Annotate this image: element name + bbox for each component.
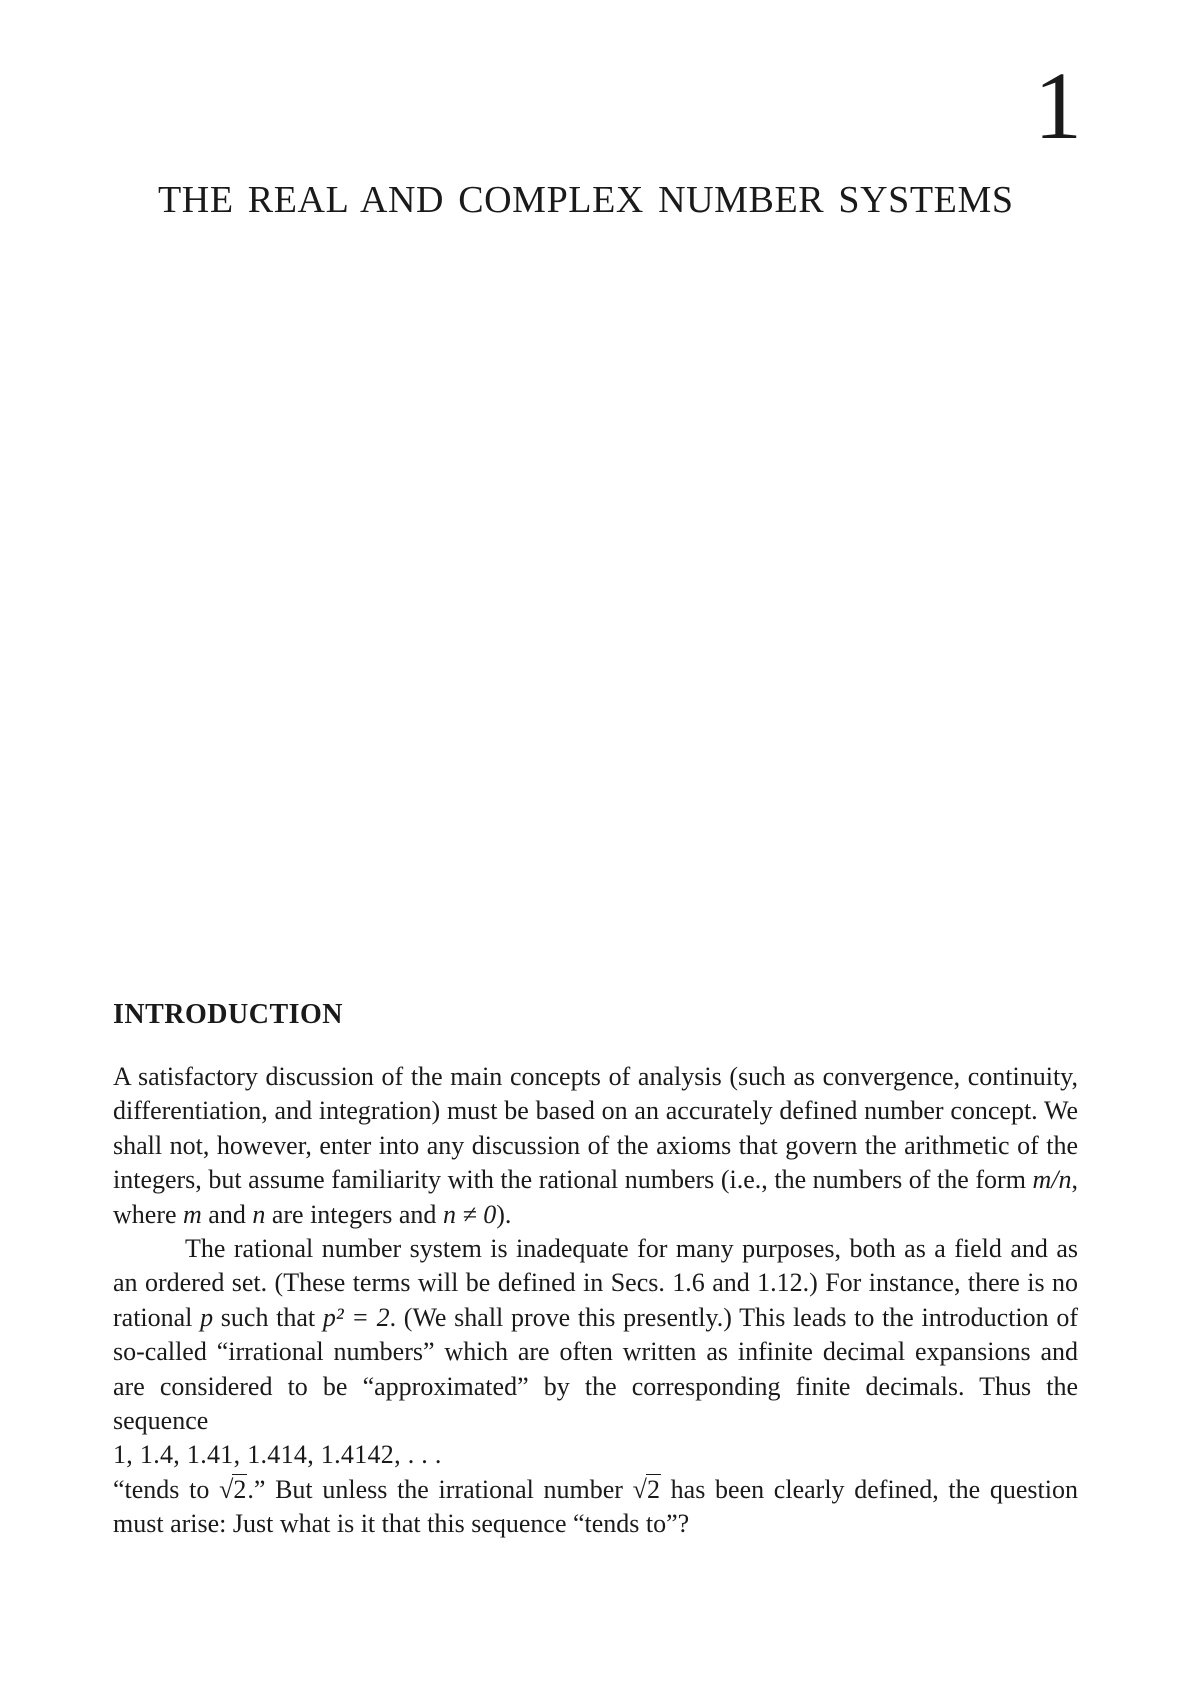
paragraph-rational	[113, 1232, 1078, 1438]
paragraph-text: has been clearly defined, the question must arise: Just what is it that this sequence “tends to”?	[113, 1474, 1078, 1539]
math-variable: p	[200, 1302, 214, 1332]
paragraph-text: .” But unless the irrational number	[247, 1474, 633, 1504]
paragraph-text: “tends to	[113, 1474, 220, 1504]
math-variable: m	[183, 1199, 202, 1229]
radical-icon: √	[219, 1474, 234, 1504]
sqrt-expression	[219, 1473, 247, 1507]
paragraph-intro	[113, 1060, 1078, 1232]
paragraph-text: . (We shall prove this presently.) This leads to the introduction of so-called “irrational numbers” which are often written as infinite decimal expansions and are considered to be “approximated” by the corresponding finite decimals. Thus the sequence	[113, 1302, 1078, 1436]
math-fraction: m/n	[1032, 1165, 1072, 1195]
sqrt-expression	[633, 1473, 661, 1507]
paragraph-tends-to	[113, 1473, 1078, 1542]
math-equation: p² = 2	[322, 1302, 390, 1332]
body-text	[113, 1060, 1078, 1542]
paragraph-text: such that	[213, 1302, 323, 1332]
display-sequence: 1, 1.4, 1.41, 1.414, 1.4142, . . .	[113, 1440, 442, 1470]
paragraph-text: , where	[113, 1165, 1078, 1229]
paragraph-text: and	[201, 1199, 253, 1229]
math-variable: n	[252, 1199, 266, 1229]
radicand: 2	[646, 1474, 660, 1504]
chapter-number: 1	[1034, 52, 1082, 159]
chapter-title: THE REAL AND COMPLEX NUMBER SYSTEMS	[158, 179, 1014, 221]
paragraph-text: ).	[496, 1199, 512, 1229]
radicand: 2	[233, 1474, 247, 1504]
math-inequality: n ≠ 0	[442, 1199, 497, 1229]
paragraph-text: The rational number system is inadequate for many purposes, both as a field and as an ordered set. (These terms will be defined in Secs. 1.6 and 1.12.) For instance, there is no rational	[113, 1234, 1078, 1332]
section-heading: INTRODUCTION	[113, 999, 344, 1030]
radical-icon: √	[632, 1474, 647, 1504]
paragraph-text: A satisfactory discussion of the main concepts of analysis (such as convergence, continuity, differentiation, and integration) must be based on an accurately defined number concept. We shall not, however, enter into any discussion of the axioms that govern the arithmetic of the integers, but assume familiarity with the rational numbers (i.e., the numbers of the form	[113, 1062, 1078, 1195]
paragraph-text: are integers and	[265, 1199, 443, 1229]
